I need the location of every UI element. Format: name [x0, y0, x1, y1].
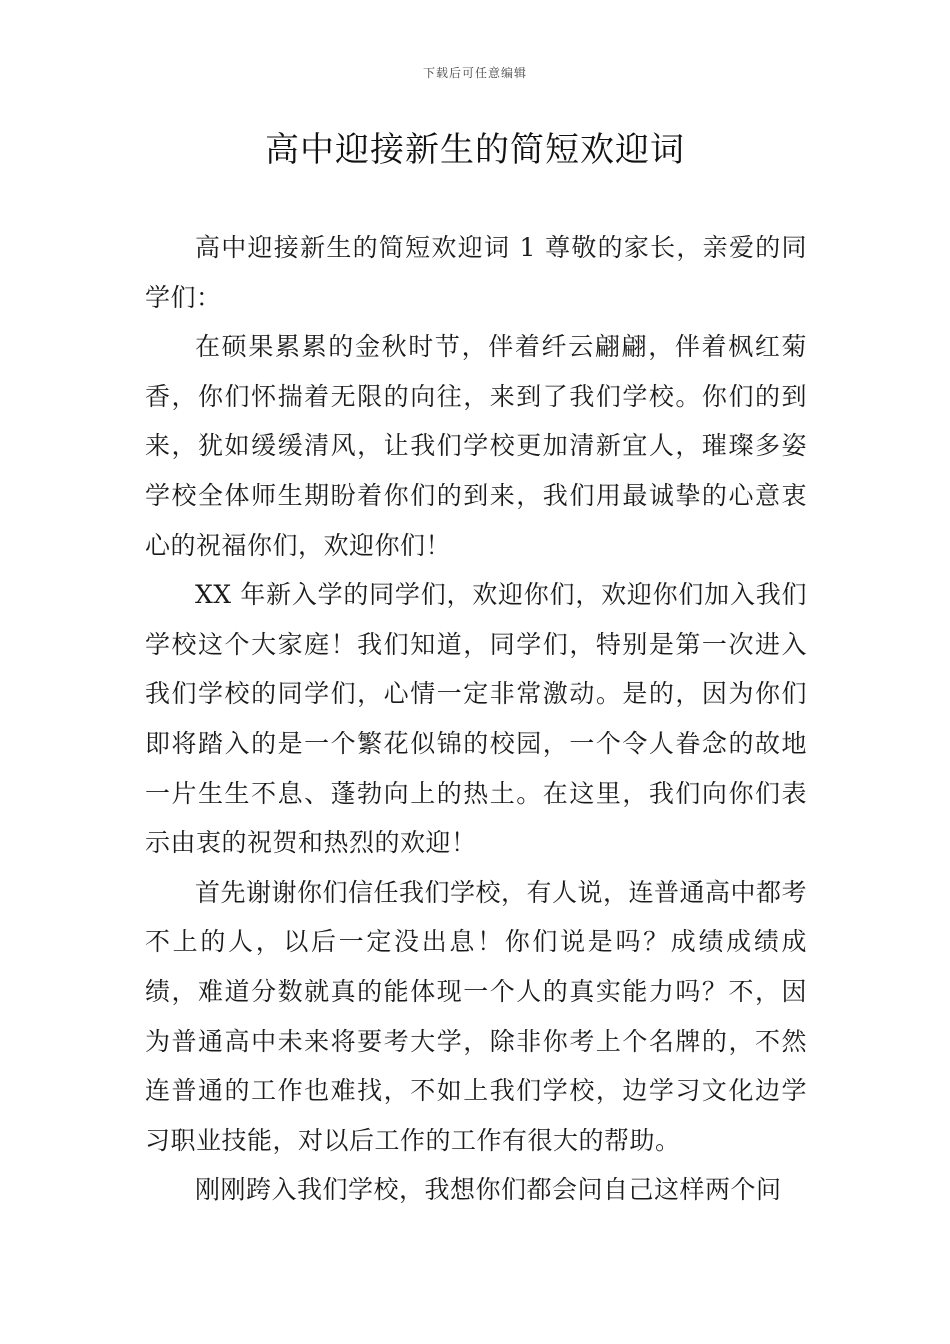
paragraph-1: 高中迎接新生的简短欢迎词 1 尊敬的家长，亲爱的同学们： — [145, 233, 807, 312]
paragraph-4: 首先谢谢你们信任我们学校，有人说，连普通高中都考不上的人，以后一定没出息！你们说是吗？成绩成绩成绩，难道分数就真的能体现一个人的真实能力吗？不，因为普通高中未来将要考大学，除非你考上个名牌的，不然连普通的工作也难找，不如上我们学校，边学习文化边学习职业技能，对以后工作的工作有很大的帮助。 — [145, 877, 808, 1155]
paragraph-3: XX 年新入学的同学们，欢迎你们，欢迎你们加入我们学校这个大家庭！我们知道，同学们，特别是第一次进入我们学校的同学们，心情一定非常激动。是的，因为你们即将踏入的是一个繁花似锦的校园，一个令人眷念的故地一片生生不息、蓬勃向上的热土。在这里，我们向你们表示由衷的祝贺和热烈的欢迎！ — [145, 580, 807, 858]
paragraph-2: 在硕果累累的金秋时节，伴着纤云翩翩，伴着枫红菊香，你们怀揣着无限的向往，来到了我们学校。你们的到来，犹如缓缓清风，让我们学校更加清新宜人，璀璨多姿学校全体师生期盼着你们的到来，我们用最诚挚的心意衷心的祝福你们，欢迎你们！ — [145, 332, 807, 560]
paragraph-5: 刚刚跨入我们学校，我想你们都会问自己这样两个问 — [195, 1175, 782, 1205]
document-title: 高中迎接新生的简短欢迎词 — [265, 130, 685, 170]
header-note: 下载后可任意编辑 — [422, 66, 527, 80]
document-body — [145, 223, 807, 1215]
